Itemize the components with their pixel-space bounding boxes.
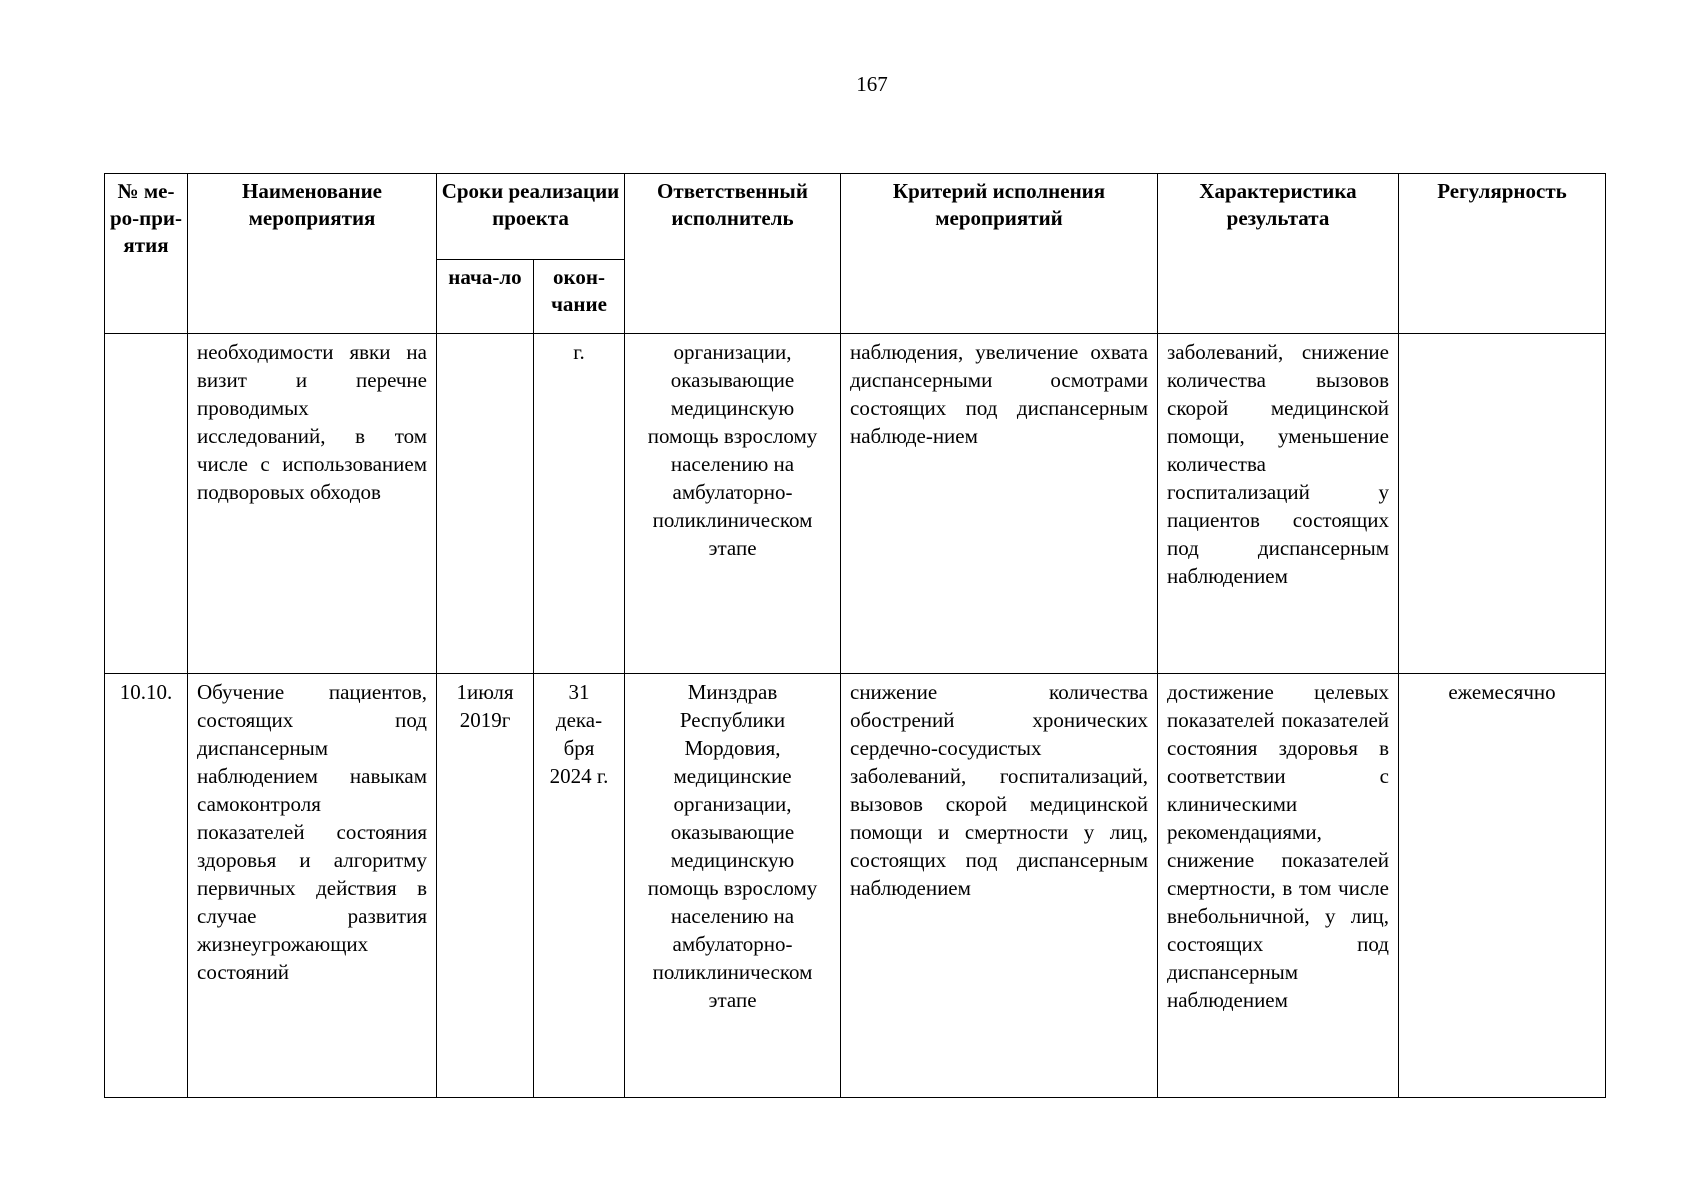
- cell-responsible: Минздрав Республики Мордовия, медицинские организации, оказывающие медицинскую помощь взрослому населению на амбулаторно-поликлиническом этапе: [625, 674, 841, 1098]
- cell-criterion: снижение количества обострений хронических сердечно-сосудистых заболеваний, госпитализаций, вызовов скорой медицинской помощи и смертности у лиц, состоящих под диспансерным наблюдением: [841, 674, 1158, 1098]
- cell-num: [105, 334, 188, 674]
- header-num: № ме-ро-при-ятия: [105, 174, 188, 334]
- cell-end: г.: [534, 334, 625, 674]
- cell-result: заболеваний, снижение количества вызовов скорой медицинской помощи, уменьшение количества госпитализаций у пациентов состоящих под диспансерным наблюдением: [1158, 334, 1399, 674]
- cell-name: необходимости явки на визит и перечне проводимых исследований, в том числе с использованием подворовых обходов: [188, 334, 437, 674]
- cell-start: 1июля 2019г: [437, 674, 534, 1098]
- cell-regularity: [1399, 334, 1606, 674]
- table-row: [105, 334, 1606, 674]
- header-result: Характеристика результата: [1158, 174, 1399, 334]
- header-regularity: Регулярность: [1399, 174, 1606, 334]
- header-terms: Сроки реализации проекта: [437, 174, 625, 260]
- cell-result: достижение целевых показателей показателей состояния здоровья в соответствии с клиническими рекомендациями, снижение показателей смертности, в том числе внебольничной, у лиц, состоящих под диспансерным наблюдением: [1158, 674, 1399, 1098]
- activities-table: [104, 173, 1606, 1098]
- header-criterion: Критерий исполнения мероприятий: [841, 174, 1158, 334]
- header-name: Наименование мероприятия: [188, 174, 437, 334]
- table-header: [105, 174, 1606, 334]
- cell-end: 31 дека-бря 2024 г.: [534, 674, 625, 1098]
- header-responsible: Ответственный исполнитель: [625, 174, 841, 334]
- header-start: нача-ло: [437, 260, 534, 334]
- cell-start: [437, 334, 534, 674]
- cell-regularity: ежемесячно: [1399, 674, 1606, 1098]
- page-number: 167: [856, 72, 888, 96]
- table-row: [105, 674, 1606, 1098]
- cell-responsible: организации, оказывающие медицинскую помощь взрослому населению на амбулаторно-поликлиническом этапе: [625, 334, 841, 674]
- cell-criterion: наблюдения, увеличение охвата диспансерными осмотрами состоящих под диспансерным наблюде-нием: [841, 334, 1158, 674]
- header-end: окон-чание: [534, 260, 625, 334]
- cell-num: 10.10.: [105, 674, 188, 1098]
- cell-name: Обучение пациентов, состоящих под диспансерным наблюдением навыкам самоконтроля показателей состояния здоровья и алгоритму первичных действия в случае развития жизнеугрожающих состояний: [188, 674, 437, 1098]
